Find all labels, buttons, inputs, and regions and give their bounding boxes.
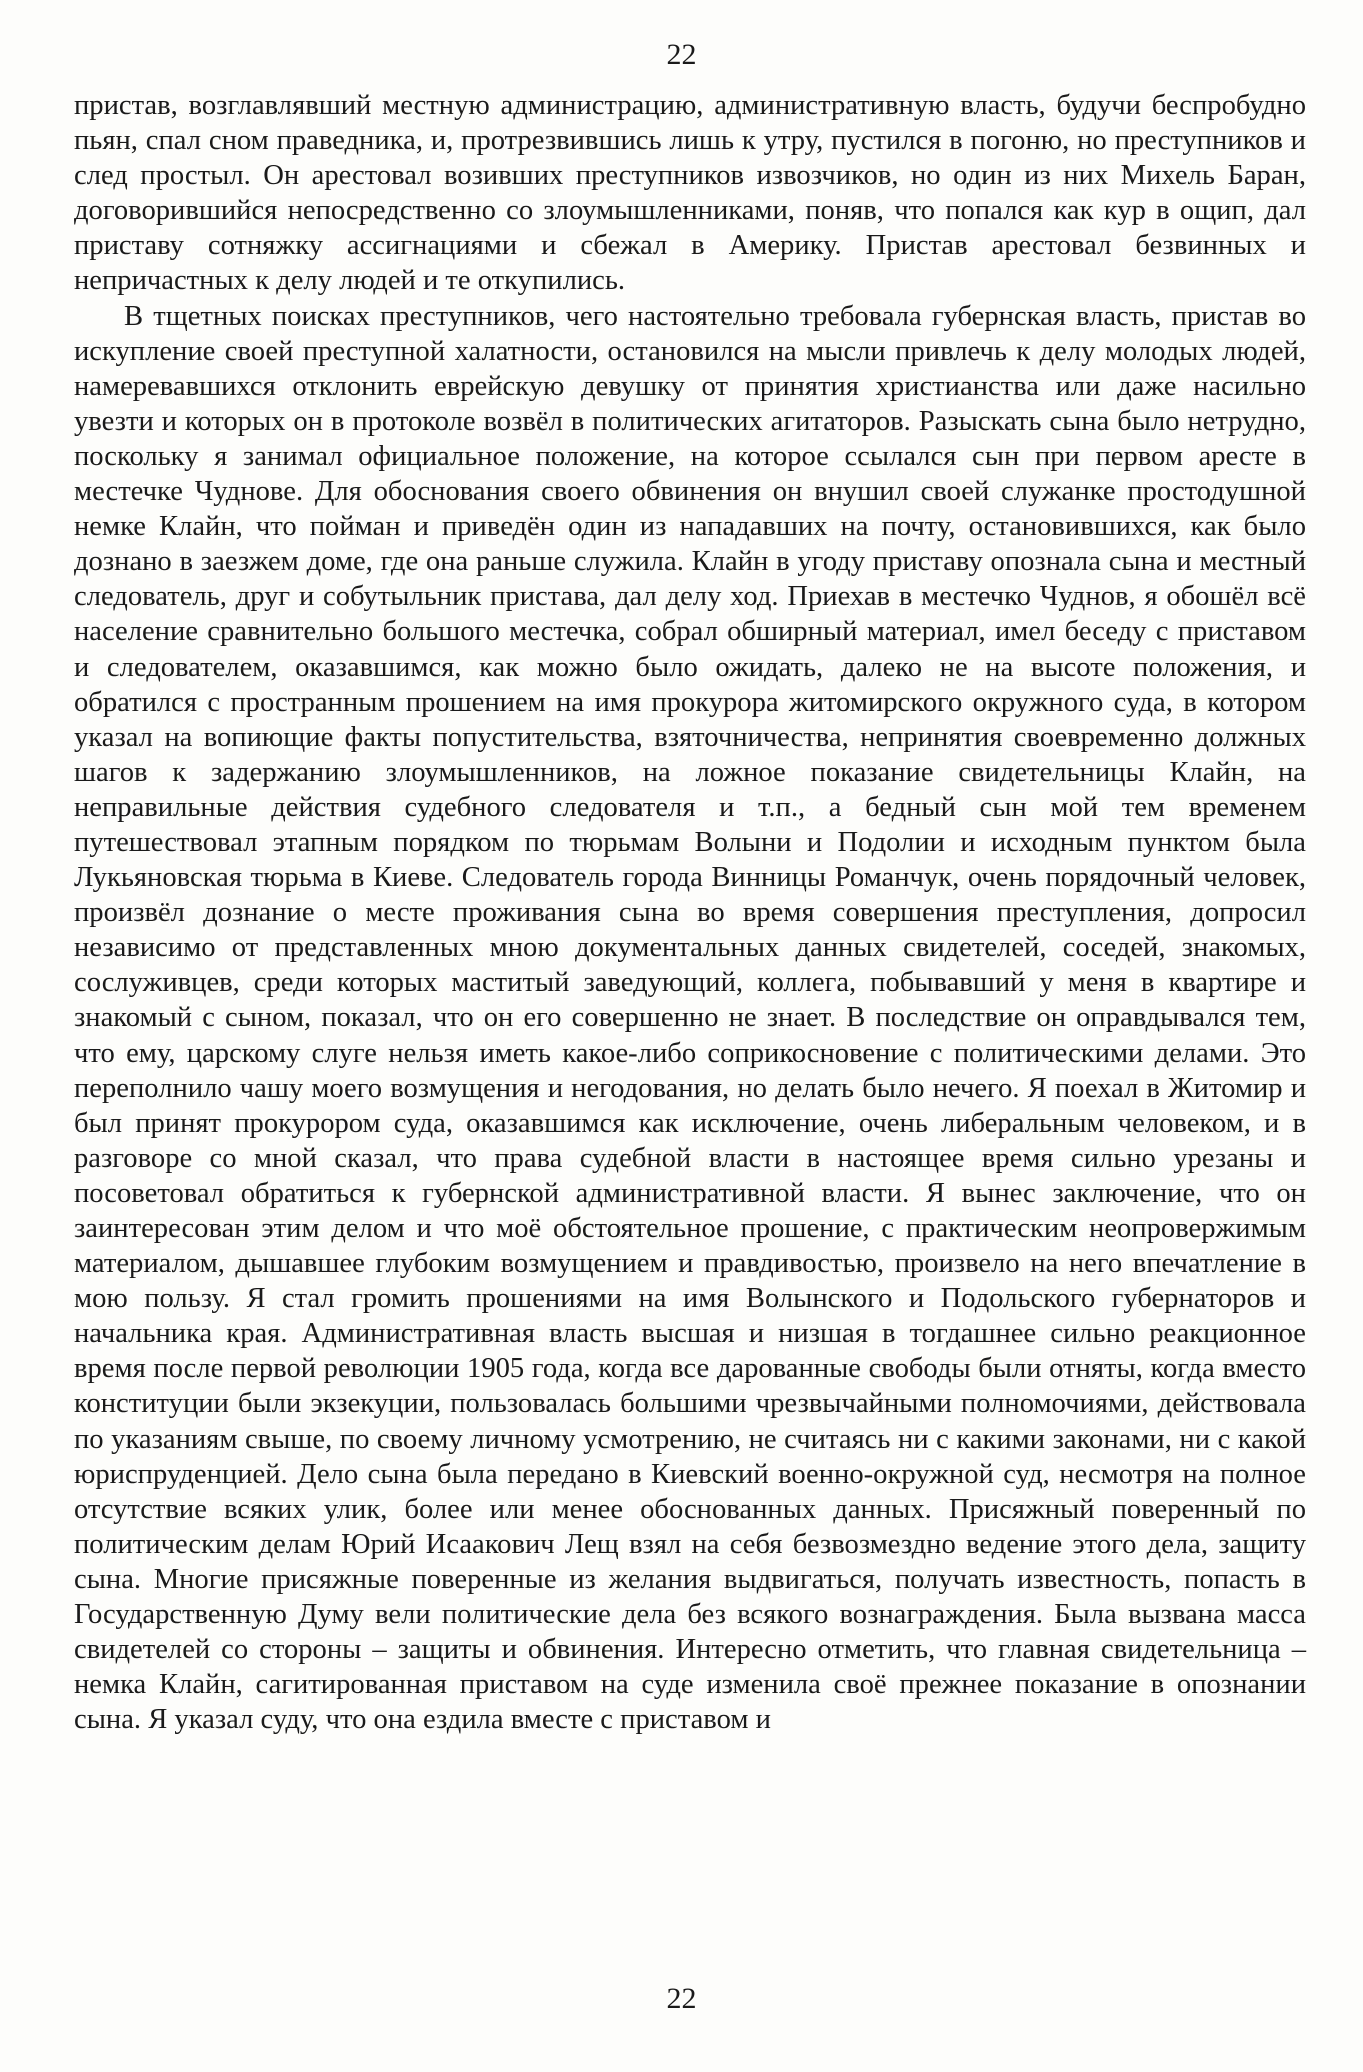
paragraph: В тщетных поисках преступников, чего настоятельно требовала губернская власть, пристав во искупление своей преступной халатности, остановился на мысли привлечь к делу молодых людей, намеревавшихся отклонить еврейскую девушку от принятия христианства или даже насильно увезти и которых он в протоколе возвёл в политических агитаторов. Разыскать сына было нетрудно, поскольку я занимал официальное положение, на которое ссылался сын при первом аресте в местечке Чуднове. Для обоснования своего обвинения он внушил своей служанке простодушной немке Клайн, что пойман и приведён один из нападавших на почту, остановившихся, как было дознано в заезжем доме, где она раньше служила. Клайн в угоду приставу опознала сына и местный следователь, друг и собутыльник пристава, дал делу ход. Приехав в местечко Чуднов, я обошёл всё население сравнительно большого местечка, собрал обширный материал, имел беседу с приставом и следователем, оказавшимся, как можно было ожидать, далеко не на высоте положения, и обратился с пространным прошением на имя прокурора житомирского окружного суда, в котором указал на вопиющие факты попустительства, взяточничества, непринятия своевременно должных шагов к задержанию злоумышленников, на ложное показание свидетельницы Клайн, на неправильные действия судебного следователя и т.п., а бедный сын мой тем временем путешествовал этапным порядком по тюрьмам Волыни и Подолии и исходным пунктом была Лукьяновская тюрьма в Киеве. Следователь города Винницы Романчук, очень порядочный человек, произвёл дознание о месте проживания сына во время совершения преступления, допросил независимо от представленных мною документальных данных свидетелей, соседей, знакомых, сослуживцев, среди которых маститый заведующий, коллега, побывавший у меня в квартире и знакомый с сыном, показал, что он его совершенно не знает. В последствие он оправдывался тем, что ему, царскому слуге нельзя иметь какое-либо соприкосновение с политическими делами. Это переполнило чашу моего возмущения и негодования, но делать было нечего. Я поехал в Житомир и был принят прокурором суда, оказавшимся как исключение, очень либеральным человеком, и в разговоре со мной сказал, что права судебной власти в настоящее время сильно урезаны и посоветовал обратиться к губернской административной власти. Я вынес заключение, что он заинтересован этим делом и что моё обстоятельное прошение, с практическим неопровержимым материалом, дышавшее глубоким возмущением и правдивостью, произвело на него впечатление в мою пользу. Я стал громить прошениями на имя Волынского и Подольского губернаторов и начальника края. Административная власть высшая и низшая в тогдашнее сильно реакционное время после первой революции 1905 года, когда все дарованные свободы были отняты, когда вместо конституции были экзекуции, пользовалась большими чрезвычайными полномочиями, действовала по указаниям свыше, по своему личному усмотрению, не считаясь ни с какими законами, ни с какой юриспруденцией. Дело сына была передано в Киевский военно-окружной суд, несмотря на полное отсутствие всяких улик, более или менее обоснованных данных. Присяжный поверенный по политическим делам Юрий Исаакович Лещ взял на себя безвозмездно ведение этого дела, защиту сына. Многие присяжные поверенные из желания выдвигаться, получать известность, попасть в Государственную Думу вели политические дела без всякого вознаграждения. Была вызвана масса свидетелей со стороны – защиты и обвинения. Интересно отметить, что главная свидетельница – немка Клайн, сагитированная приставом на суде изменила своё прежнее показание в опознании сына. Я указал суду, что она ездила вместе с приставом и [74,300,1306,1736]
page-number-bottom: 22 [666,1982,697,2015]
paragraph: пристав, возглавлявший местную администрацию, административную власть, будучи беспробудно пьян, спал сном праведника, и, протрезвившись лишь к утру, пустился в погоню, но преступников и след простыл. Он арестовал возивших преступников извозчиков, но один из них Михель Баран, договорившийся непосредственно со злоумышленниками, поняв, что попался как кур в ощип, дал приставу сотняжку ассигнациями и сбежал в Америку. Пристав арестовал безвинных и непричастных к делу людей и те откупились. [74,90,1306,297]
page-number-top: 22 [666,38,697,71]
document-body [74,88,1306,1737]
